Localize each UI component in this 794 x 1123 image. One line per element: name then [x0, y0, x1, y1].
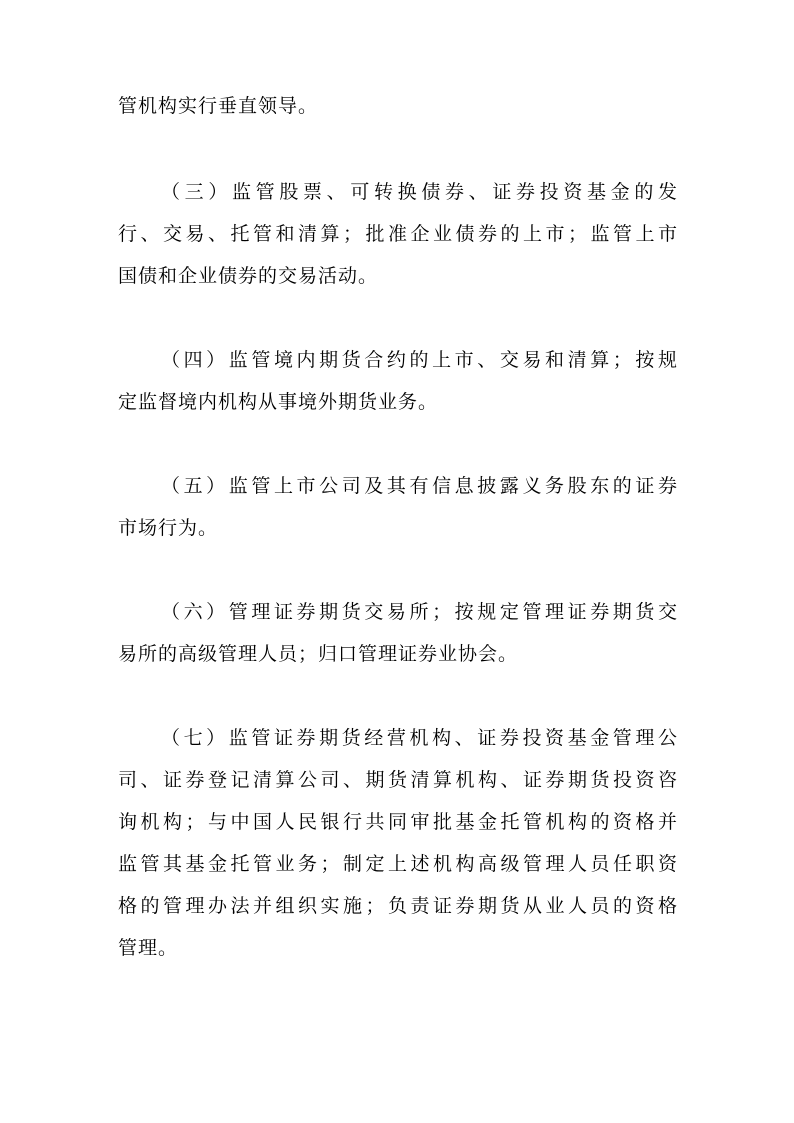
paragraph-line: 市场行为。	[118, 517, 219, 539]
paragraph-line: 行、交易、托管和清算；批准企业债券的上市；监管上市	[118, 223, 678, 245]
paragraph-line: 询机构；与中国人民银行共同审批基金托管机构的资格并	[118, 811, 678, 833]
paragraph-line: 司、证券登记清算公司、期货清算机构、证券期货投资咨	[118, 769, 678, 791]
paragraph-line: 国债和企业债券的交易活动。	[118, 265, 379, 287]
paragraph-line: （四）监管境内期货合约的上市、交易和清算；按规	[161, 349, 678, 371]
paragraph-line: 定监督境内机构从事境外期货业务。	[118, 391, 439, 413]
paragraph-line: 管机构实行垂直领导。	[118, 95, 319, 117]
paragraph-line: （六）管理证券期货交易所；按规定管理证券期货交	[161, 601, 678, 623]
paragraph-line: 格的管理办法并组织实施；负责证券期货从业人员的资格	[118, 895, 678, 917]
paragraph-line: （五）监管上市公司及其有信息披露义务股东的证券	[161, 475, 678, 497]
paragraph-line: 监管其基金托管业务；制定上述机构高级管理人员任职资	[118, 853, 678, 875]
paragraph-line: （七）监管证券期货经营机构、证券投资基金管理公	[161, 727, 678, 749]
paragraph-line: （三）监管股票、可转换债券、证券投资基金的发	[161, 181, 678, 203]
paragraph-line: 易所的高级管理人员；归口管理证券业协会。	[118, 643, 519, 665]
paragraph-line: 管理。	[118, 937, 179, 959]
